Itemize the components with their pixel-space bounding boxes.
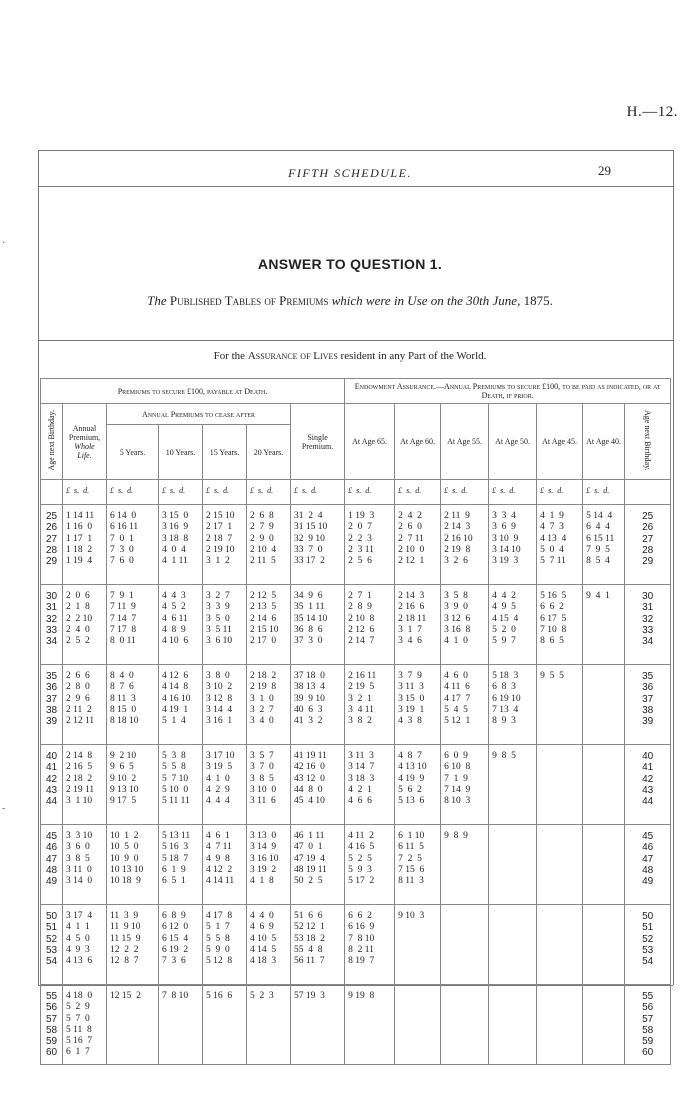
margin-mark: · [2, 238, 6, 249]
premium-cell: 46 1 11 47 0 1 47 19 4 48 19 11 50 2 5 [291, 825, 345, 905]
premium-cell [489, 985, 537, 1065]
premium-cell: 9 5 5 [537, 665, 583, 745]
single-premium-label: Premium. [301, 441, 334, 451]
unit-cell: £ s. d. [291, 480, 345, 505]
margin-mark: - [2, 803, 6, 814]
premium-cell: 3 17 10 3 19 5 4 1 0 4 2 9 4 4 4 [203, 745, 247, 825]
premium-cell: 9 8 9 [441, 825, 489, 905]
age-block-row [41, 505, 671, 585]
age-cell: 40 41 42 43 44 [41, 745, 63, 825]
header-endowment-assurance: Endowment Assurance.—Annual Premiums to secure £100, to be paid as indicated, or at Death, if prior. [345, 379, 671, 404]
unit-cell: £ s. d. [395, 480, 441, 505]
premium-cell: 5 16 5 6 6 2 6 17 5 7 10 8 8 6 5 [537, 585, 583, 665]
age-cell: 35 36 37 38 39 [41, 665, 63, 745]
header-age-60: At Age 60. [395, 404, 441, 480]
premium-cell [583, 745, 625, 825]
header-age-next-birthday-left [41, 404, 63, 480]
for-line [0, 350, 700, 362]
unit-cell [41, 480, 63, 505]
premium-cell [537, 745, 583, 825]
header-age-65: At Age 65. [345, 404, 395, 480]
premium-cell [537, 825, 583, 905]
header-5-years: 5 Years. [107, 425, 159, 480]
premium-cell: 6 0 9 6 10 8 7 1 9 7 14 9 8 10 3 [441, 745, 489, 825]
premium-cell: 9 10 3 [395, 905, 441, 985]
premium-cell [583, 665, 625, 745]
age-cell: 45 46 47 48 49 [625, 825, 671, 905]
age-block-row [41, 825, 671, 905]
premium-cell: 3 2 7 3 3 9 3 5 0 3 5 11 3 6 10 [203, 585, 247, 665]
premium-cell: 3 15 0 3 16 9 3 18 8 4 0 4 4 1 11 [159, 505, 203, 585]
premium-cell: 1 19 3 2 0 7 2 2 3 2 3 11 2 5 6 [345, 505, 395, 585]
header-whole-life [63, 404, 107, 480]
premium-cell: 4 11 2 4 16 5 5 2 5 5 9 3 5 17 2 [345, 825, 395, 905]
unit-cell: £ s. d. [441, 480, 489, 505]
premium-cell: 3 8 0 3 10 2 3 12 8 3 14 4 3 16 1 [203, 665, 247, 745]
table-body [41, 480, 671, 1065]
premium-cell: 4 8 7 4 13 10 4 19 9 5 6 2 5 13 6 [395, 745, 441, 825]
header-15-years: 15 Years. [203, 425, 247, 480]
premium-cell: 2 18 2 2 19 8 3 1 0 3 2 7 3 4 0 [247, 665, 291, 745]
premium-cell: 3 13 0 3 14 9 3 16 10 3 19 2 4 1 8 [247, 825, 291, 905]
age-cell: 25 26 27 28 29 [41, 505, 63, 585]
premium-cell: 41 19 11 42 16 0 43 12 0 44 8 0 45 4 10 [291, 745, 345, 825]
age-block-row [41, 905, 671, 985]
subtitle-published: Published Tables of Premiums [169, 293, 329, 308]
age-cell: 55 56 57 58 59 60 [41, 985, 63, 1065]
header-10-years: 10 Years. [159, 425, 203, 480]
header-age-55: At Age 55. [441, 404, 489, 480]
age-cell: 30 31 32 33 34 [625, 585, 671, 665]
premium-cell: 3 5 8 3 9 0 3 12 6 3 16 8 4 1 0 [441, 585, 489, 665]
frame-top-rule [38, 150, 673, 151]
age-cell: 35 36 37 38 39 [625, 665, 671, 745]
premium-cell [583, 905, 625, 985]
unit-cell: £ s. d. [159, 480, 203, 505]
unit-cell: £ s. d. [107, 480, 159, 505]
subtitle-date: 30th June, [466, 293, 521, 308]
unit-cell: £ s. d. [583, 480, 625, 505]
premium-cell [583, 985, 625, 1065]
age-cell: 45 46 47 48 49 [41, 825, 63, 905]
premium-cell: 3 7 9 3 11 3 3 15 0 3 19 1 4 3 8 [395, 665, 441, 745]
premium-cell: 11 3 9 11 9 10 11 15 9 12 2 2 12 8 7 [107, 905, 159, 985]
premium-cell [537, 905, 583, 985]
premium-cell: 34 9 6 35 1 11 35 14 10 36 8 6 37 3 0 [291, 585, 345, 665]
premium-cell [583, 825, 625, 905]
header-age-next-birthday-right [625, 404, 671, 480]
premium-cell: 2 6 8 2 7 9 2 9 0 2 10 4 2 11 5 [247, 505, 291, 585]
premium-cell: 7 8 10 [159, 985, 203, 1065]
answer-title: ANSWER TO QUESTION 1. [257, 256, 443, 272]
premium-cell: 57 19 3 [291, 985, 345, 1065]
premium-cell [395, 985, 441, 1065]
premium-cell: 37 18 0 38 13 4 39 9 10 40 6 3 41 3 2 [291, 665, 345, 745]
premium-cell: 2 14 8 2 16 5 2 18 2 2 19 11 3 1 10 [63, 745, 107, 825]
premium-cell: 4 4 0 4 6 9 4 10 5 4 14 5 4 18 3 [247, 905, 291, 985]
for-line-post: resident in any Part of the World. [340, 350, 487, 362]
age-block-row [41, 585, 671, 665]
premium-cell: 4 6 0 4 11 6 4 17 7 5 4 5 5 12 1 [441, 665, 489, 745]
premium-cell: 2 0 6 2 1 8 2 2 10 2 4 0 2 5 2 [63, 585, 107, 665]
unit-cell: £ s. d. [345, 480, 395, 505]
premium-cell: 4 4 3 4 5 2 4 6 11 4 8 9 4 10 6 [159, 585, 203, 665]
premium-cell: 2 7 1 2 8 9 2 10 8 2 12 6 2 14 7 [345, 585, 395, 665]
premium-cell: 5 16 6 [203, 985, 247, 1065]
premium-cell: 6 14 0 6 16 11 7 0 1 7 3 0 7 6 0 [107, 505, 159, 585]
whole-life-whole: Whole [74, 441, 95, 451]
premium-cell: 2 4 2 2 6 0 2 7 11 2 10 0 2 12 1 [395, 505, 441, 585]
premium-cell: 5 14 4 6 4 4 6 15 11 7 9 5 8 5 4 [583, 505, 625, 585]
age-next-birthday-label: Age next Birthday. [47, 410, 56, 471]
unit-cell: £ s. d. [489, 480, 537, 505]
premium-cell: 8 4 0 8 7 6 8 11 3 8 15 0 8 18 10 [107, 665, 159, 745]
premium-cell: 51 6 6 52 12 1 53 18 2 55 4 8 56 11 7 [291, 905, 345, 985]
premium-cell: 31 2 4 31 15 10 32 9 10 33 7 0 33 17 2 [291, 505, 345, 585]
age-cell: 55 56 57 58 59 60 [625, 985, 671, 1065]
subtitle-mid: which were in Use on the [331, 293, 463, 308]
premium-cell: 3 17 4 4 1 1 4 5 0 4 9 3 4 13 6 [63, 905, 107, 985]
age-cell: 30 31 32 33 34 [41, 585, 63, 665]
premium-cell: 2 12 5 2 13 5 2 14 6 2 15 10 2 17 0 [247, 585, 291, 665]
premium-cell: 3 3 10 3 6 0 3 8 5 3 11 0 3 14 0 [63, 825, 107, 905]
premium-cell: 7 9 1 7 11 9 7 14 7 7 17 8 8 0 11 [107, 585, 159, 665]
premium-cell: 2 6 6 2 8 0 2 9 6 2 11 2 2 12 11 [63, 665, 107, 745]
whole-life-annual: Annual [72, 423, 97, 433]
for-line-pre: For the [213, 350, 246, 362]
premium-cell: 2 11 9 2 14 3 2 16 10 2 19 8 3 2 6 [441, 505, 489, 585]
premium-cell: 9 4 1 [583, 585, 625, 665]
unit-cell: £ s. d. [203, 480, 247, 505]
premium-cell [537, 985, 583, 1065]
age-cell: 50 51 52 53 54 [41, 905, 63, 985]
premium-cell: 4 12 6 4 14 8 4 16 10 4 19 1 5 1 4 [159, 665, 203, 745]
premium-cell: 4 17 8 5 1 7 5 5 8 5 9 0 5 12 8 [203, 905, 247, 985]
age-cell: 40 41 42 43 44 [625, 745, 671, 825]
age-next-birthday-label: Age next Birthday. [643, 410, 653, 471]
premium-cell: 1 14 11 1 16 0 1 17 1 1 18 2 1 19 4 [63, 505, 107, 585]
header-premiums-at-death: Premiums to secure £100, payable at Death. [41, 379, 345, 404]
premium-cell: 12 15 2 [107, 985, 159, 1065]
premium-cell: 9 8 5 [489, 745, 537, 825]
premium-cell: 6 8 9 6 12 0 6 15 4 6 19 2 7 3 6 [159, 905, 203, 985]
premium-cell: 2 16 11 2 19 5 3 2 1 3 4 11 3 8 2 [345, 665, 395, 745]
premium-cell [489, 905, 537, 985]
premium-cell: 10 1 2 10 5 0 10 9 0 10 13 10 10 18 9 [107, 825, 159, 905]
age-block-row [41, 745, 671, 825]
age-cell: 50 51 52 53 54 [625, 905, 671, 985]
title-rule [38, 186, 673, 187]
unit-cell: £ s. d. [537, 480, 583, 505]
section-rule [38, 340, 673, 341]
premium-cell: 5 18 3 6 8 3 6 19 10 7 13 4 8 9 3 [489, 665, 537, 745]
premium-cell [441, 985, 489, 1065]
subtitle [0, 293, 700, 309]
premium-cell: 9 19 8 [345, 985, 395, 1065]
premium-cell: 3 11 3 3 14 7 3 18 3 4 2 1 4 6 6 [345, 745, 395, 825]
header-20-years: 20 Years. [247, 425, 291, 480]
header-cease-after: Annual Premiums to cease after [107, 404, 291, 425]
unit-cell [625, 480, 671, 505]
premium-cell: 5 13 11 5 16 3 5 18 7 6 1 9 6 5 1 [159, 825, 203, 905]
premium-cell: 4 4 2 4 9 5 4 15 4 5 2 0 5 9 7 [489, 585, 537, 665]
single-label: Single [307, 432, 328, 442]
whole-life-premium: Premium, [68, 432, 101, 442]
subtitle-the: The [147, 293, 167, 308]
age-cell: 25 26 27 28 29 [625, 505, 671, 585]
age-block-row [41, 985, 671, 1065]
premium-cell [489, 825, 537, 905]
premium-cell: 6 1 10 6 11 5 7 2 5 7 15 6 8 11 3 [395, 825, 441, 905]
premium-cell: 5 3 8 5 5 8 5 7 10 5 10 0 5 11 11 [159, 745, 203, 825]
subtitle-year: 1875. [523, 293, 553, 308]
premium-cell: 4 6 1 4 7 11 4 9 8 4 12 2 4 14 11 [203, 825, 247, 905]
page-identifier: H.—12. [626, 104, 678, 120]
unit-row [41, 480, 671, 505]
unit-cell: £ s. d. [63, 480, 107, 505]
unit-cell: £ s. d. [247, 480, 291, 505]
schedule-page-number: 29 [598, 163, 611, 178]
premium-cell: 2 15 10 2 17 1 2 18 7 2 19 10 3 1 2 [203, 505, 247, 585]
header-age-40: At Age 40. [583, 404, 625, 480]
premium-cell: 4 1 9 4 7 3 4 13 4 5 0 4 5 7 11 [537, 505, 583, 585]
for-line-assurance: Assurance of Lives [247, 350, 338, 362]
header-age-45: At Age 45. [537, 404, 583, 480]
whole-life-life: Life. [77, 450, 92, 460]
premium-cell: 4 18 0 5 2 9 5 7 0 5 11 8 5 16 7 6 1 7 [63, 985, 107, 1065]
header-age-50: At Age 50. [489, 404, 537, 480]
schedule-title: FIFTH SCHEDULE. [288, 166, 412, 180]
premium-cell: 6 6 2 6 16 9 7 8 10 8 2 11 8 19 7 [345, 905, 395, 985]
premium-cell [441, 905, 489, 985]
premium-cell: 3 3 4 3 6 9 3 10 9 3 14 10 3 19 3 [489, 505, 537, 585]
premium-table [40, 378, 671, 1065]
premium-cell: 9 2 10 9 6 5 9 10 2 9 13 10 9 17 5 [107, 745, 159, 825]
age-block-row [41, 665, 671, 745]
premium-cell: 2 14 3 2 16 6 2 18 11 3 1 7 3 4 6 [395, 585, 441, 665]
premium-cell: 5 2 3 [247, 985, 291, 1065]
premium-cell: 3 5 7 3 7 0 3 8 5 3 10 0 3 11 6 [247, 745, 291, 825]
header-single-premium [291, 404, 345, 480]
